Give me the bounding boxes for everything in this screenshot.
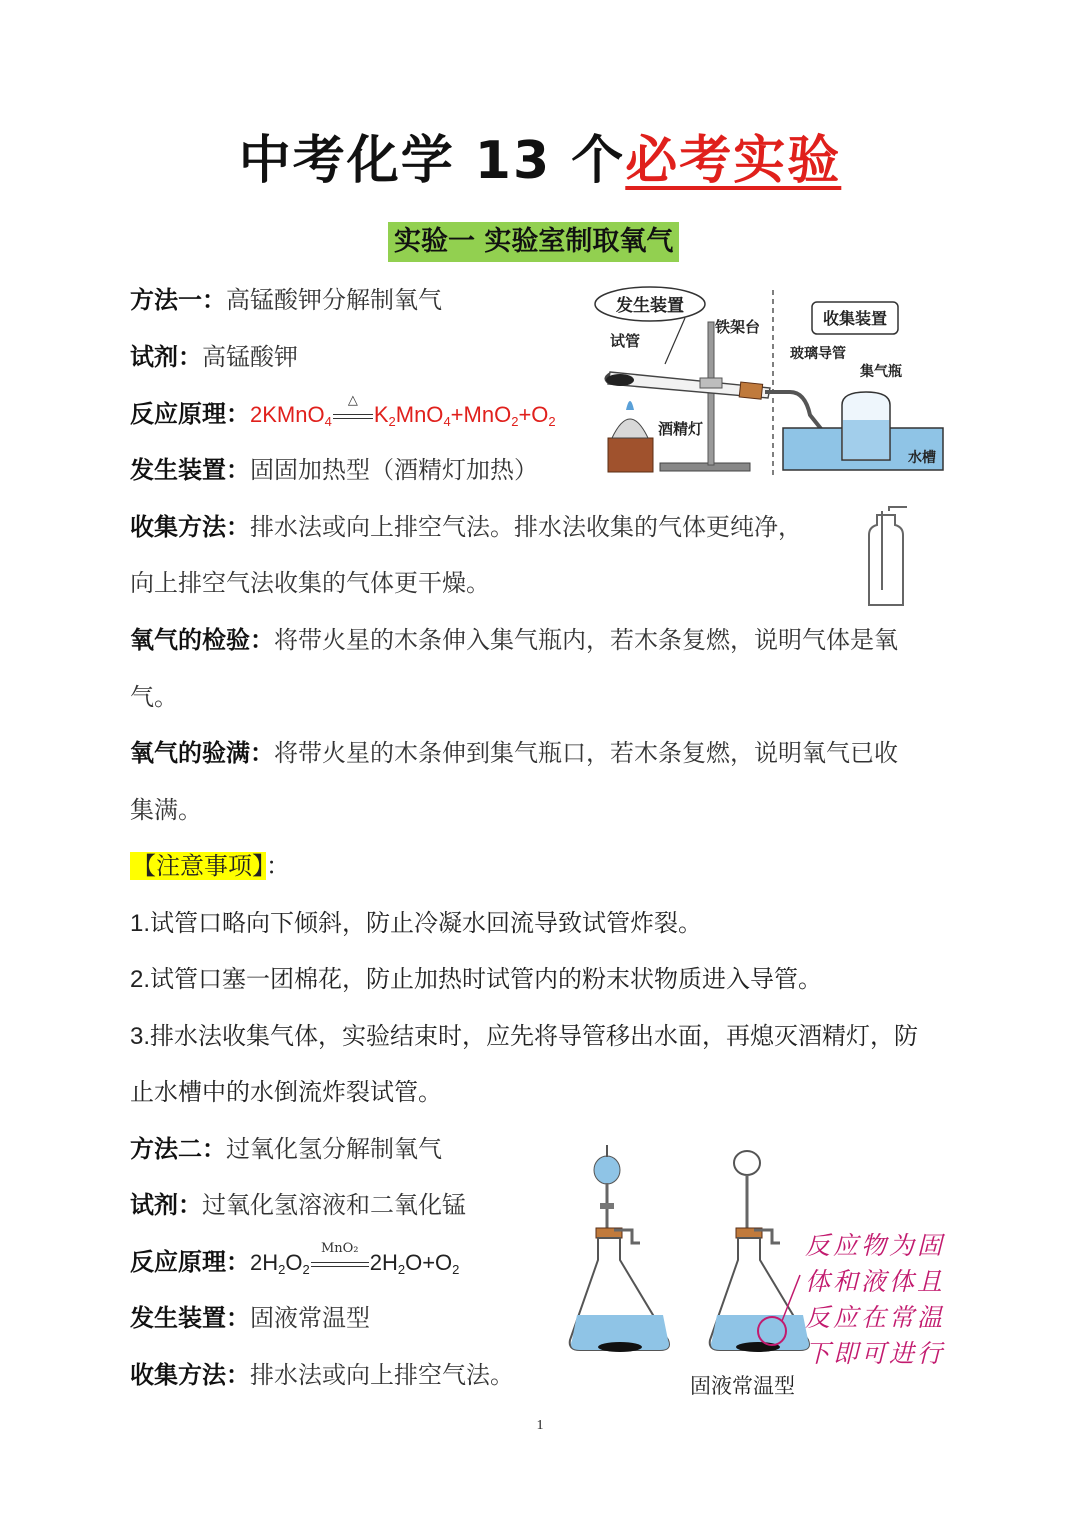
reagent1-line (130, 340, 298, 374)
method2-line (130, 1132, 442, 1166)
method1-label: 方法一： (130, 286, 226, 314)
note-text: 试管口略向下倾斜，防止冷凝水回流导致试管炸裂。 (150, 909, 703, 937)
title-highlight: 必考实验 (625, 131, 842, 191)
glass-tube-label: 玻璃导管 (790, 346, 846, 362)
note-item-3-line2 (130, 1075, 442, 1109)
flask-caption: 固液常温型 (690, 1374, 795, 1398)
eq1-lhs: 2KMnO (250, 402, 325, 427)
method1-value: 高锰酸钾分解制氧气 (226, 286, 442, 314)
eq2-rhs: 2H (369, 1250, 398, 1275)
flask2-solid (736, 1342, 780, 1352)
collect1-value2: 向上排空气法收集的气体更干燥。 (130, 569, 490, 597)
eq1-condition (332, 393, 374, 432)
tube-label: 试管 (610, 332, 641, 350)
page-title (0, 118, 1080, 193)
device1-label: 发生装置： (130, 456, 250, 484)
title-prefix: 中考化学 13 个 (238, 131, 626, 191)
principle1-label: 反应原理： (130, 400, 250, 428)
eq1-rhs3-sub: 2 (548, 414, 556, 429)
collect1-line2 (130, 566, 490, 600)
eq1-rhs1: K (373, 402, 389, 427)
device1-line (130, 453, 538, 487)
collector-label: 收集装置 (822, 309, 888, 328)
wood-block (608, 438, 653, 472)
eq2-rhs-sub2: 2 (452, 1262, 460, 1277)
gas-bottle-illustration (855, 505, 915, 611)
note-item-1 (130, 906, 702, 941)
experiment-title: 实验一 实验室制取氧气 (388, 222, 679, 262)
note-text: 试管口塞一团棉花，防止加热时试管内的粉末状物质进入导管。 (150, 965, 823, 993)
note-text2: 止水槽中的水倒流炸裂试管。 (130, 1078, 442, 1106)
eq1-rhs1-sub1: 2 (388, 414, 396, 429)
notes-heading (130, 849, 290, 883)
test-value: 将带火星的木条伸入集气瓶内，若木条复燃，说明气体是氧 (274, 626, 898, 654)
collect2-label: 收集方法： (130, 1361, 250, 1389)
collect1-line (130, 510, 802, 544)
eq2-lhs-sub1: 2 (278, 1262, 286, 1277)
collect1-label: 收集方法： (130, 513, 250, 541)
reagent2-label: 试剂： (130, 1191, 202, 1219)
alcohol-lamp (612, 419, 648, 438)
flask1-solid (598, 1342, 642, 1352)
method2-value: 过氧化氢分解制氧气 (226, 1135, 442, 1163)
eq2-condition (310, 1241, 370, 1280)
method1-line (130, 283, 442, 317)
eq2-rhs-mid: O+O (405, 1250, 453, 1275)
reagent1-value: 高锰酸钾 (202, 343, 298, 371)
bottle-outlet (889, 507, 907, 511)
reagent2-line (130, 1188, 466, 1222)
clamp (700, 378, 722, 388)
generator-pointer (665, 318, 685, 364)
reagent1-label: 试剂： (130, 343, 202, 371)
eq2-lhs-mid: O (285, 1250, 303, 1275)
note-item-2 (130, 962, 822, 997)
full-value: 将带火星的木条伸到集气瓶口，若木条复燃，说明氧气已收 (274, 739, 898, 767)
eq1-rhs2: +MnO (450, 402, 512, 427)
note-line: 体和液体且 (805, 1267, 946, 1296)
collect1-value: 排水法或向上排空气法。排水法收集的气体更纯净， (250, 513, 802, 541)
handwritten-note (805, 1228, 945, 1372)
eq1-rhs3: +O (518, 402, 549, 427)
note-line: 反应物为固 (805, 1231, 946, 1260)
page-number: 1 (536, 1418, 544, 1433)
reagent2-value: 过氧化氢溶液和二氧化锰 (202, 1191, 466, 1219)
collect2-value: 排水法或向上排空气法。 (250, 1361, 514, 1389)
note-num: 3. (130, 1023, 151, 1050)
note-num: 1. (130, 910, 151, 937)
test-value2: 气。 (130, 683, 178, 711)
bottle-outline (869, 515, 903, 605)
equation1 (250, 393, 556, 429)
eq2-lhs-sub2: 2 (302, 1262, 310, 1277)
notes-title: 【注意事项】 (132, 852, 264, 880)
collect2-line (130, 1358, 514, 1392)
test-line (130, 623, 898, 657)
test-line2 (130, 680, 178, 714)
device1-value: 固固加热型（酒精灯加热） (250, 456, 538, 484)
funnel2-cup (734, 1151, 760, 1175)
full-line2 (130, 793, 202, 827)
eq1-condition-symbol: △ (347, 393, 358, 408)
eq1-lhs-sub: 4 (324, 414, 332, 429)
eq2-lhs: 2H (250, 1250, 279, 1275)
full-label: 氧气的验满： (130, 739, 274, 767)
method2-label: 方法二： (130, 1135, 226, 1163)
full-line (130, 736, 898, 770)
note-line: 反应在常温 (805, 1303, 946, 1332)
reagent-powder (606, 374, 634, 386)
eq1-rhs2-sub: 2 (511, 414, 519, 429)
note-text: 排水法收集气体，实验结束时，应先将导管移出水面，再熄灭酒精灯，防 (150, 1022, 919, 1050)
device2-line (130, 1301, 370, 1335)
note-num: 2. (130, 966, 151, 993)
note-line: 下即可进行 (805, 1339, 946, 1368)
test-label: 氧气的检验： (130, 626, 274, 654)
full-value2: 集满。 (130, 796, 202, 824)
principle2-label: 反应原理： (130, 1248, 250, 1276)
principle1-line (130, 393, 556, 439)
device2-value: 固液常温型 (250, 1304, 370, 1332)
stand-base (660, 463, 750, 471)
eq2-catalyst: MnO₂ (320, 1241, 359, 1256)
eq2-rhs-sub: 2 (397, 1262, 406, 1277)
bottle-water (843, 420, 889, 459)
eq1-rhs1-mid: MnO (395, 402, 444, 427)
stopper (739, 382, 762, 399)
funnel-bulb (594, 1156, 620, 1184)
generator-label: 发生装置 (616, 296, 684, 316)
notes-colon: ： (266, 852, 290, 880)
funnel-stopcock (600, 1203, 614, 1209)
trough-label: 水槽 (908, 450, 936, 466)
gas-bottle-label: 集气瓶 (860, 364, 902, 380)
equation2 (250, 1241, 460, 1277)
note-item-3 (130, 1019, 918, 1054)
lamp-label: 酒精灯 (658, 420, 704, 438)
principle2-line (130, 1241, 460, 1287)
apparatus-diagram-heating (590, 280, 965, 480)
lamp-flame (626, 401, 634, 410)
device2-label: 发生装置： (130, 1304, 250, 1332)
eq1-rhs1-sub2: 4 (443, 414, 451, 429)
stand-label: 铁架台 (715, 318, 761, 336)
